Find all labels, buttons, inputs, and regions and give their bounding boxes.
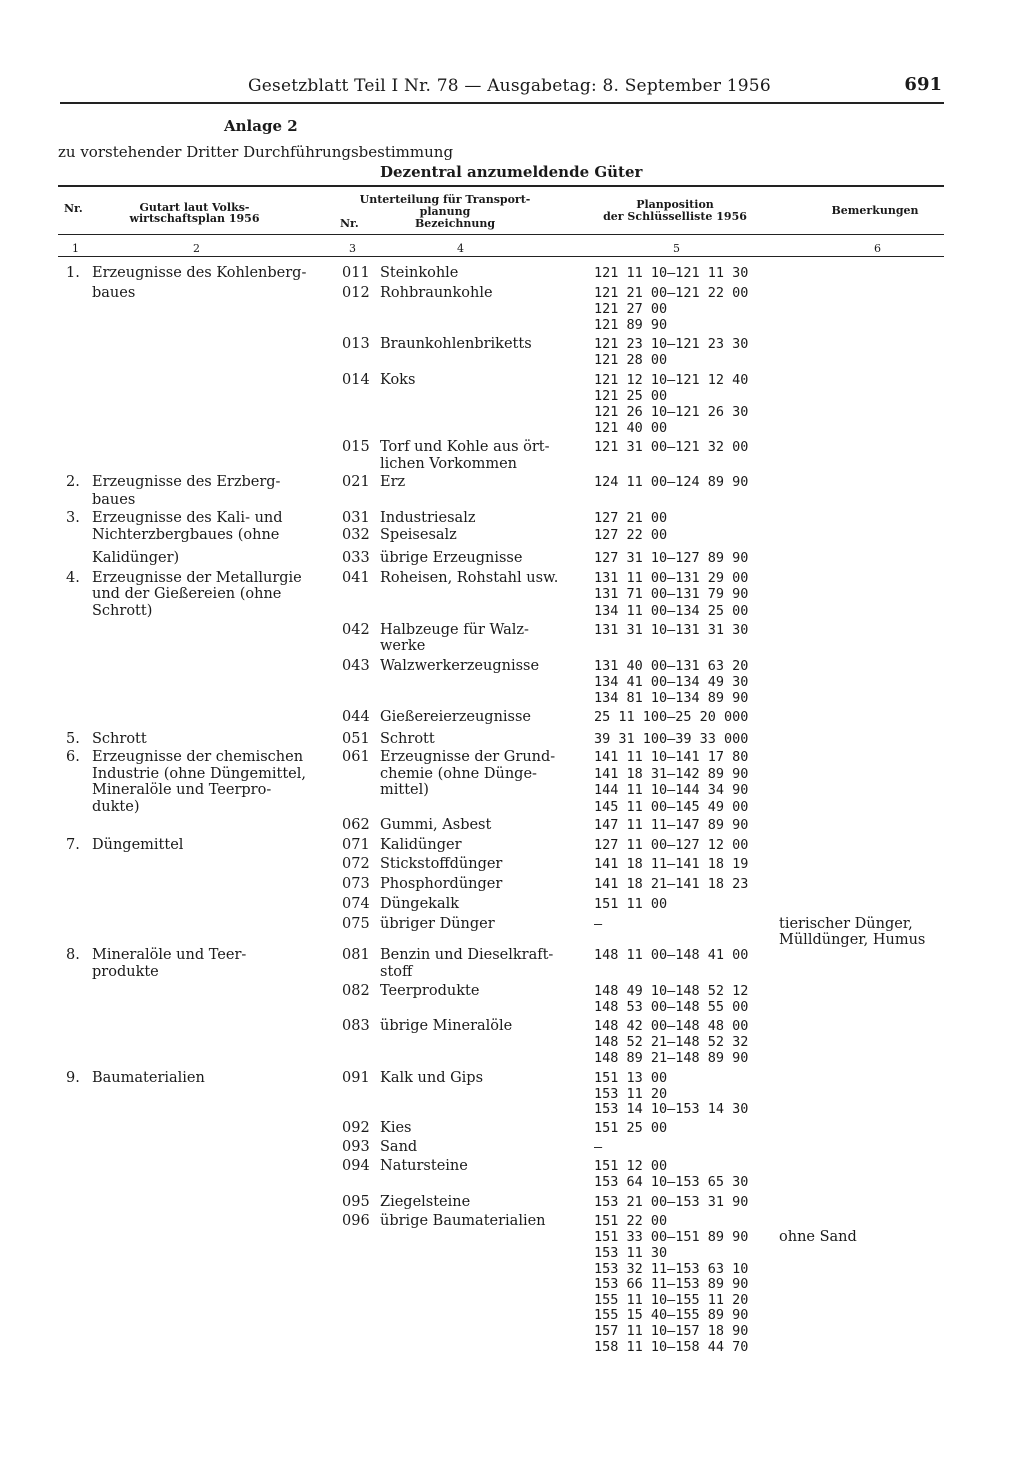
sub-number: 015	[342, 439, 370, 455]
col-number-5: 5	[673, 242, 680, 255]
sub-number: 061	[342, 749, 370, 765]
table-row	[0, 527, 1024, 543]
plan-position: 153 32 11—153 63 10	[594, 1261, 749, 1277]
plan-position: 155 11 10—155 11 20	[594, 1292, 749, 1308]
sub-number: 071	[342, 837, 370, 853]
plan-position: 121 28 00	[594, 352, 668, 368]
col-header-gutart-1: Gutart laut Volks-	[139, 201, 250, 214]
sub-number: 044	[342, 709, 370, 725]
sub-number: 091	[342, 1070, 370, 1086]
group-label: Düngemittel	[92, 837, 184, 853]
sub-description: Benzin und Dieselkraft-	[380, 947, 554, 963]
table-row	[0, 856, 1024, 872]
group-number: 2.	[66, 474, 80, 490]
plan-position: 134 81 10—134 89 90	[594, 690, 749, 706]
plan-position: 158 11 10—158 44 70	[594, 1339, 749, 1355]
sub-number: 072	[342, 856, 370, 872]
plan-position: 153 14 10—153 14 30	[594, 1101, 749, 1117]
col-header-unterteilung-1: Unterteilung für Transport-	[359, 193, 531, 206]
table-row	[0, 1120, 1024, 1136]
sub-number: 092	[342, 1120, 370, 1136]
plan-position: 148 52 21—148 52 32	[594, 1034, 749, 1050]
table-row	[0, 1292, 1024, 1308]
table-row	[0, 1174, 1024, 1190]
col-header-bemerkungen: Bemerkungen	[831, 204, 919, 217]
header-rule	[58, 234, 944, 235]
sub-number: 082	[342, 983, 370, 999]
group-number: 6.	[66, 749, 80, 765]
plan-position: 153 64 10—153 65 30	[594, 1174, 749, 1190]
table-top-rule	[58, 185, 944, 187]
sub-number: 042	[342, 622, 370, 638]
sub-description: übriger Dünger	[380, 916, 495, 932]
sub-number: 062	[342, 817, 370, 833]
sub-number: 031	[342, 510, 370, 526]
col-header-planposition-2: der Schlüsselliste 1956	[603, 210, 747, 223]
table-row	[0, 336, 1024, 352]
plan-position: 121 31 00—121 32 00	[594, 439, 749, 455]
col-header-unterteilung-nr: Nr.	[340, 217, 359, 230]
plan-position: —	[594, 916, 603, 932]
sub-description: Kalidünger	[380, 837, 462, 853]
plan-position: 157 11 10—157 18 90	[594, 1323, 749, 1339]
plan-position: 121 12 10—121 12 40	[594, 372, 749, 388]
plan-position: 148 53 00—148 55 00	[594, 999, 749, 1015]
table-row	[0, 638, 1024, 654]
sub-description: Halbzeuge für Walz-	[380, 622, 529, 638]
table-row	[0, 1261, 1024, 1277]
sub-description: Rohbraunkohle	[380, 285, 493, 301]
table-row	[0, 1276, 1024, 1292]
plan-position: 151 13 00	[594, 1070, 668, 1086]
group-label: Schrott	[92, 731, 147, 747]
table-row	[0, 817, 1024, 833]
col-number-2: 2	[193, 242, 200, 255]
group-number: 3.	[66, 510, 80, 526]
page-header	[60, 76, 944, 104]
sub-description: Roheisen, Rohstahl usw.	[380, 570, 559, 586]
col-header-gutart-2: wirtschaftsplan 1956	[129, 212, 260, 225]
sub-description: Walzwerkerzeugnisse	[380, 658, 540, 674]
col-number-6: 6	[874, 242, 881, 255]
sub-description: übrige Erzeugnisse	[380, 550, 523, 566]
sub-number: 074	[342, 896, 370, 912]
table-row	[0, 782, 1024, 798]
table-row	[0, 1323, 1024, 1339]
plan-position: 124 11 00—124 89 90	[594, 474, 749, 490]
group-label: und der Gießereien (ohne	[92, 586, 282, 602]
plan-position: 121 40 00	[594, 420, 668, 436]
col-header-nr: Nr.	[64, 202, 83, 215]
sub-number: 073	[342, 876, 370, 892]
annex-subtitle: zu vorstehender Dritter Durchführungsbestimmung	[58, 143, 454, 161]
group-label: Erzeugnisse der Metallurgie	[92, 570, 302, 586]
plan-position: 131 40 00—131 63 20	[594, 658, 749, 674]
plan-position: 153 11 30	[594, 1245, 668, 1261]
table-row	[0, 622, 1024, 638]
sub-description: Natursteine	[380, 1158, 468, 1174]
table-row	[0, 352, 1024, 368]
group-label: Erzeugnisse des Erzberg-	[92, 474, 281, 490]
table-row	[0, 1018, 1024, 1034]
group-label: Mineralöle und Teer-	[92, 947, 247, 963]
group-label: produkte	[92, 964, 159, 980]
column-number-rule	[58, 256, 944, 257]
sub-number: 032	[342, 527, 370, 543]
plan-position: 121 21 00—121 22 00	[594, 285, 749, 301]
plan-position: 127 31 10—127 89 90	[594, 550, 749, 566]
sub-description: Erzeugnisse der Grund-	[380, 749, 556, 765]
sub-number: 043	[342, 658, 370, 674]
sub-number: 096	[342, 1213, 370, 1229]
table-row	[0, 1229, 1024, 1245]
table-row	[0, 1339, 1024, 1355]
table-row	[0, 983, 1024, 999]
table-row	[0, 674, 1024, 690]
table-row	[0, 947, 1024, 963]
plan-position: 151 11 00	[594, 896, 668, 912]
plan-position: 148 11 00—148 41 00	[594, 947, 749, 963]
plan-position: 145 11 00—145 49 00	[594, 799, 749, 815]
group-number: 7.	[66, 837, 80, 853]
sub-description: Industriesalz	[380, 510, 476, 526]
group-label: Mineralöle und Teerpro-	[92, 782, 272, 798]
table-row	[0, 265, 1024, 281]
plan-position: 148 42 00—148 48 00	[594, 1018, 749, 1034]
sub-description: Torf und Kohle aus ört-	[380, 439, 550, 455]
sub-number: 013	[342, 336, 370, 352]
sub-number: 095	[342, 1194, 370, 1210]
plan-position: 127 22 00	[594, 527, 668, 543]
col-number-1: 1	[72, 242, 79, 255]
table-row	[0, 550, 1024, 566]
sub-description: mittel)	[380, 782, 429, 798]
table-row	[0, 301, 1024, 317]
sub-number: 094	[342, 1158, 370, 1174]
sub-number: 033	[342, 550, 370, 566]
sub-description: Steinkohle	[380, 265, 459, 281]
sub-description: übrige Mineralöle	[380, 1018, 513, 1034]
col-number-3: 3	[349, 242, 356, 255]
plan-position: 148 49 10—148 52 12	[594, 983, 749, 999]
plan-position: 141 11 10—141 17 80	[594, 749, 749, 765]
sub-number: 083	[342, 1018, 370, 1034]
table-row	[0, 372, 1024, 388]
table-row	[0, 658, 1024, 674]
plan-position: 121 89 90	[594, 317, 668, 333]
plan-position: 39 31 100—39 33 000	[594, 731, 749, 747]
remark: tierischer Dünger,	[779, 916, 913, 932]
group-label: Nichterzbergbaues (ohne	[92, 527, 280, 543]
table-row	[0, 317, 1024, 333]
table-row	[0, 603, 1024, 619]
table-row	[0, 1213, 1024, 1229]
col-header-bezeichnung: Bezeichnung	[415, 217, 496, 230]
sub-number: 021	[342, 474, 370, 490]
group-label: Schrott)	[92, 603, 153, 619]
table-row	[0, 1307, 1024, 1323]
plan-position: 127 11 00—127 12 00	[594, 837, 749, 853]
sub-number: 093	[342, 1139, 370, 1155]
remark: ohne Sand	[779, 1229, 857, 1245]
table-row	[0, 731, 1024, 747]
table-row	[0, 492, 1024, 508]
plan-position: 153 11 20	[594, 1086, 668, 1102]
sub-description: Braunkohlenbriketts	[380, 336, 532, 352]
table-row	[0, 799, 1024, 815]
plan-position: 155 15 40—155 89 90	[594, 1307, 749, 1323]
group-label: Erzeugnisse der chemischen	[92, 749, 304, 765]
group-number: 8.	[66, 947, 80, 963]
col-number-4: 4	[457, 242, 464, 255]
group-number: 4.	[66, 570, 80, 586]
plan-position: 141 18 11—141 18 19	[594, 856, 749, 872]
table-row	[0, 1034, 1024, 1050]
plan-position: 141 18 31—142 89 90	[594, 766, 749, 782]
table-row	[0, 932, 1024, 948]
plan-position: 131 11 00—131 29 00	[594, 570, 749, 586]
plan-position: 134 11 00—134 25 00	[594, 603, 749, 619]
table-row	[0, 404, 1024, 420]
sub-description: Gummi, Asbest	[380, 817, 492, 833]
page-number: 691	[904, 74, 942, 95]
sub-description: Schrott	[380, 731, 435, 747]
sub-description: Kalk und Gips	[380, 1070, 484, 1086]
table-row	[0, 896, 1024, 912]
plan-position: —	[594, 1139, 603, 1155]
sub-description: Kies	[380, 1120, 412, 1136]
table-row	[0, 456, 1024, 472]
group-label: baues	[92, 492, 136, 508]
plan-position: 121 25 00	[594, 388, 668, 404]
sub-description: lichen Vorkommen	[380, 456, 517, 472]
sub-number: 041	[342, 570, 370, 586]
plan-position: 144 11 10—144 34 90	[594, 782, 749, 798]
plan-position: 25 11 100—25 20 000	[594, 709, 749, 725]
table-row	[0, 510, 1024, 526]
sub-description: Phosphordünger	[380, 876, 503, 892]
remark: Mülldünger, Humus	[779, 932, 926, 948]
table-row	[0, 999, 1024, 1015]
sub-description: Speisesalz	[380, 527, 457, 543]
sub-description: Ziegelsteine	[380, 1194, 471, 1210]
plan-position: 151 22 00	[594, 1213, 668, 1229]
group-label: Erzeugnisse des Kali- und	[92, 510, 283, 526]
table-row	[0, 709, 1024, 725]
table-row	[0, 766, 1024, 782]
group-label: Kalidünger)	[92, 550, 180, 566]
plan-position: 151 12 00	[594, 1158, 668, 1174]
table-row	[0, 876, 1024, 892]
table-row	[0, 1139, 1024, 1155]
plan-position: 147 11 11—147 89 90	[594, 817, 749, 833]
sub-description: übrige Baumaterialien	[380, 1213, 546, 1229]
sub-description: werke	[380, 638, 426, 654]
plan-position: 153 66 11—153 89 90	[594, 1276, 749, 1292]
sub-description: chemie (ohne Dünge-	[380, 766, 537, 782]
sub-description: Düngekalk	[380, 896, 460, 912]
table-row	[0, 964, 1024, 980]
sub-number: 011	[342, 265, 370, 281]
group-number: 9.	[66, 1070, 80, 1086]
table-row	[0, 285, 1024, 301]
table-row	[0, 586, 1024, 602]
plan-position: 153 21 00—153 31 90	[594, 1194, 749, 1210]
col-header-planposition-1: Planposition	[636, 198, 714, 211]
table-row	[0, 1086, 1024, 1102]
table-row	[0, 1194, 1024, 1210]
sub-description: Stickstoffdünger	[380, 856, 503, 872]
sub-number: 012	[342, 285, 370, 301]
plan-position: 121 11 10—121 11 30	[594, 265, 749, 281]
plan-position: 121 26 10—121 26 30	[594, 404, 749, 420]
table-row	[0, 749, 1024, 765]
table-row	[0, 1158, 1024, 1174]
group-label: Erzeugnisse des Kohlenberg-	[92, 265, 307, 281]
sub-number: 051	[342, 731, 370, 747]
plan-position: 134 41 00—134 49 30	[594, 674, 749, 690]
group-number: 1.	[66, 265, 80, 281]
plan-position: 121 27 00	[594, 301, 668, 317]
table-title: Dezentral anzumeldende Güter	[380, 163, 643, 181]
plan-position: 151 25 00	[594, 1120, 668, 1136]
table-row	[0, 916, 1024, 932]
sub-number: 014	[342, 372, 370, 388]
sub-description: Teerprodukte	[380, 983, 480, 999]
annex-label: Anlage 2	[224, 117, 298, 135]
table-row	[0, 388, 1024, 404]
sub-number: 081	[342, 947, 370, 963]
group-label: baues	[92, 285, 136, 301]
sub-description: Sand	[380, 1139, 418, 1155]
group-number: 5.	[66, 731, 80, 747]
table-row	[0, 1050, 1024, 1066]
table-row	[0, 690, 1024, 706]
plan-position: 127 21 00	[594, 510, 668, 526]
plan-position: 141 18 21—141 18 23	[594, 876, 749, 892]
plan-position: 121 23 10—121 23 30	[594, 336, 749, 352]
table-row	[0, 570, 1024, 586]
group-label: Industrie (ohne Düngemittel,	[92, 766, 307, 782]
table-row	[0, 439, 1024, 455]
table-row	[0, 1245, 1024, 1261]
sub-description: Erz	[380, 474, 406, 490]
table-row	[0, 420, 1024, 436]
sub-description: Koks	[380, 372, 416, 388]
table-row	[0, 474, 1024, 490]
table-row	[0, 1101, 1024, 1117]
sub-description: Gießereierzeugnisse	[380, 709, 532, 725]
plan-position: 151 33 00—151 89 90	[594, 1229, 749, 1245]
plan-position: 148 89 21—148 89 90	[594, 1050, 749, 1066]
plan-position: 131 31 10—131 31 30	[594, 622, 749, 638]
plan-position: 131 71 00—131 79 90	[594, 586, 749, 602]
gazette-title: Gesetzblatt Teil I Nr. 78 — Ausgabetag: 8. September 1956	[248, 76, 771, 96]
table-row	[0, 837, 1024, 853]
sub-number: 075	[342, 916, 370, 932]
table-row	[0, 1070, 1024, 1086]
col-header-unterteilung-2: planung	[419, 205, 471, 218]
group-label: dukte)	[92, 799, 140, 815]
group-label: Baumaterialien	[92, 1070, 205, 1086]
sub-description: stoff	[380, 964, 413, 980]
